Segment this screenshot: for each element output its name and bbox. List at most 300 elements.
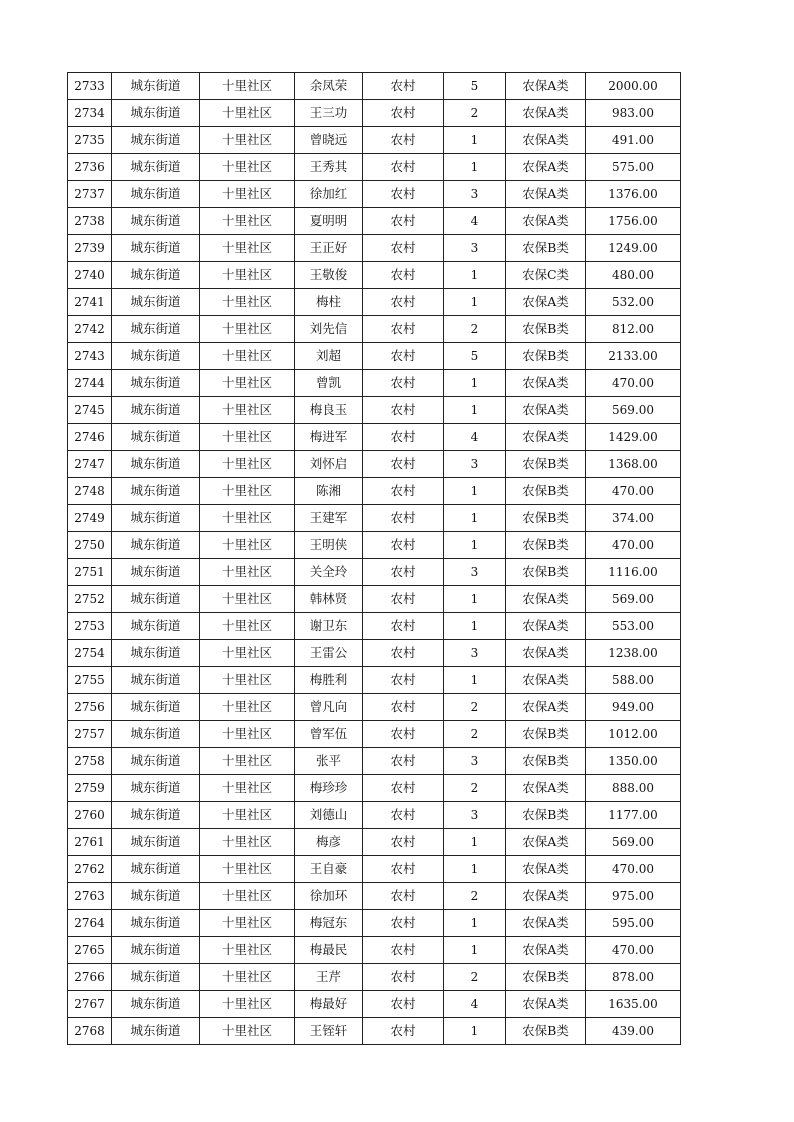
insurance-category-cell: 农保A类 bbox=[506, 397, 586, 424]
area-type-cell: 农村 bbox=[363, 829, 444, 856]
person-name-cell: 梅最好 bbox=[295, 991, 363, 1018]
insurance-category-cell: 农保A类 bbox=[506, 289, 586, 316]
street-cell: 城东街道 bbox=[112, 937, 200, 964]
insurance-category-cell: 农保A类 bbox=[506, 127, 586, 154]
table-row bbox=[68, 127, 681, 154]
community-cell: 十里社区 bbox=[200, 532, 295, 559]
person-name-cell: 曾凯 bbox=[295, 370, 363, 397]
community-cell: 十里社区 bbox=[200, 397, 295, 424]
amount-cell: 491.00 bbox=[586, 127, 681, 154]
street-cell: 城东街道 bbox=[112, 856, 200, 883]
area-type-cell: 农村 bbox=[363, 802, 444, 829]
amount-cell: 532.00 bbox=[586, 289, 681, 316]
row-index-cell: 2741 bbox=[68, 289, 112, 316]
community-cell: 十里社区 bbox=[200, 370, 295, 397]
person-name-cell: 夏明明 bbox=[295, 208, 363, 235]
household-size-cell: 3 bbox=[444, 559, 506, 586]
household-size-cell: 2 bbox=[444, 316, 506, 343]
amount-cell: 1012.00 bbox=[586, 721, 681, 748]
street-cell: 城东街道 bbox=[112, 478, 200, 505]
area-type-cell: 农村 bbox=[363, 748, 444, 775]
amount-cell: 1249.00 bbox=[586, 235, 681, 262]
person-name-cell: 余凤荣 bbox=[295, 73, 363, 100]
household-size-cell: 1 bbox=[444, 856, 506, 883]
street-cell: 城东街道 bbox=[112, 721, 200, 748]
amount-cell: 1350.00 bbox=[586, 748, 681, 775]
amount-cell: 374.00 bbox=[586, 505, 681, 532]
person-name-cell: 王铚轩 bbox=[295, 1018, 363, 1045]
insurance-category-cell: 农保A类 bbox=[506, 937, 586, 964]
person-name-cell: 曾凡向 bbox=[295, 694, 363, 721]
row-index-cell: 2754 bbox=[68, 640, 112, 667]
person-name-cell: 梅彦 bbox=[295, 829, 363, 856]
community-cell: 十里社区 bbox=[200, 721, 295, 748]
row-index-cell: 2738 bbox=[68, 208, 112, 235]
area-type-cell: 农村 bbox=[363, 397, 444, 424]
person-name-cell: 王自豪 bbox=[295, 856, 363, 883]
household-size-cell: 3 bbox=[444, 235, 506, 262]
community-cell: 十里社区 bbox=[200, 559, 295, 586]
person-name-cell: 刘德山 bbox=[295, 802, 363, 829]
household-size-cell: 2 bbox=[444, 775, 506, 802]
community-cell: 十里社区 bbox=[200, 343, 295, 370]
table-row bbox=[68, 802, 681, 829]
street-cell: 城东街道 bbox=[112, 262, 200, 289]
community-cell: 十里社区 bbox=[200, 694, 295, 721]
table-row bbox=[68, 505, 681, 532]
community-cell: 十里社区 bbox=[200, 154, 295, 181]
person-name-cell: 王正好 bbox=[295, 235, 363, 262]
insurance-category-cell: 农保B类 bbox=[506, 532, 586, 559]
area-type-cell: 农村 bbox=[363, 208, 444, 235]
insurance-category-cell: 农保B类 bbox=[506, 1018, 586, 1045]
area-type-cell: 农村 bbox=[363, 181, 444, 208]
street-cell: 城东街道 bbox=[112, 964, 200, 991]
insurance-category-cell: 农保B类 bbox=[506, 802, 586, 829]
area-type-cell: 农村 bbox=[363, 262, 444, 289]
community-cell: 十里社区 bbox=[200, 478, 295, 505]
street-cell: 城东街道 bbox=[112, 991, 200, 1018]
table-row bbox=[68, 532, 681, 559]
community-cell: 十里社区 bbox=[200, 181, 295, 208]
amount-cell: 569.00 bbox=[586, 586, 681, 613]
area-type-cell: 农村 bbox=[363, 694, 444, 721]
row-index-cell: 2755 bbox=[68, 667, 112, 694]
row-index-cell: 2759 bbox=[68, 775, 112, 802]
person-name-cell: 刘怀启 bbox=[295, 451, 363, 478]
row-index-cell: 2760 bbox=[68, 802, 112, 829]
amount-cell: 480.00 bbox=[586, 262, 681, 289]
street-cell: 城东街道 bbox=[112, 343, 200, 370]
household-size-cell: 4 bbox=[444, 991, 506, 1018]
community-cell: 十里社区 bbox=[200, 667, 295, 694]
area-type-cell: 农村 bbox=[363, 613, 444, 640]
household-size-cell: 1 bbox=[444, 478, 506, 505]
person-name-cell: 梅进军 bbox=[295, 424, 363, 451]
table-row bbox=[68, 316, 681, 343]
area-type-cell: 农村 bbox=[363, 721, 444, 748]
insurance-category-cell: 农保A类 bbox=[506, 829, 586, 856]
area-type-cell: 农村 bbox=[363, 964, 444, 991]
area-type-cell: 农村 bbox=[363, 667, 444, 694]
table-row bbox=[68, 910, 681, 937]
amount-cell: 1429.00 bbox=[586, 424, 681, 451]
street-cell: 城东街道 bbox=[112, 775, 200, 802]
person-name-cell: 王明侠 bbox=[295, 532, 363, 559]
amount-cell: 1116.00 bbox=[586, 559, 681, 586]
area-type-cell: 农村 bbox=[363, 1018, 444, 1045]
insurance-category-cell: 农保B类 bbox=[506, 748, 586, 775]
street-cell: 城东街道 bbox=[112, 829, 200, 856]
household-size-cell: 4 bbox=[444, 208, 506, 235]
household-size-cell: 3 bbox=[444, 451, 506, 478]
amount-cell: 575.00 bbox=[586, 154, 681, 181]
street-cell: 城东街道 bbox=[112, 73, 200, 100]
row-index-cell: 2751 bbox=[68, 559, 112, 586]
table-row bbox=[68, 775, 681, 802]
person-name-cell: 刘超 bbox=[295, 343, 363, 370]
household-size-cell: 4 bbox=[444, 424, 506, 451]
street-cell: 城东街道 bbox=[112, 154, 200, 181]
community-cell: 十里社区 bbox=[200, 829, 295, 856]
area-type-cell: 农村 bbox=[363, 991, 444, 1018]
household-size-cell: 1 bbox=[444, 127, 506, 154]
row-index-cell: 2750 bbox=[68, 532, 112, 559]
community-cell: 十里社区 bbox=[200, 505, 295, 532]
household-size-cell: 1 bbox=[444, 613, 506, 640]
row-index-cell: 2753 bbox=[68, 613, 112, 640]
community-cell: 十里社区 bbox=[200, 910, 295, 937]
street-cell: 城东街道 bbox=[112, 802, 200, 829]
area-type-cell: 农村 bbox=[363, 586, 444, 613]
row-index-cell: 2745 bbox=[68, 397, 112, 424]
insurance-category-cell: 农保A类 bbox=[506, 991, 586, 1018]
amount-cell: 470.00 bbox=[586, 478, 681, 505]
community-cell: 十里社区 bbox=[200, 208, 295, 235]
community-cell: 十里社区 bbox=[200, 883, 295, 910]
row-index-cell: 2733 bbox=[68, 73, 112, 100]
table-row bbox=[68, 181, 681, 208]
person-name-cell: 梅柱 bbox=[295, 289, 363, 316]
insurance-category-cell: 农保B类 bbox=[506, 721, 586, 748]
household-size-cell: 1 bbox=[444, 586, 506, 613]
street-cell: 城东街道 bbox=[112, 910, 200, 937]
amount-cell: 812.00 bbox=[586, 316, 681, 343]
table-row bbox=[68, 721, 681, 748]
insurance-category-cell: 农保A类 bbox=[506, 73, 586, 100]
household-size-cell: 5 bbox=[444, 343, 506, 370]
area-type-cell: 农村 bbox=[363, 856, 444, 883]
household-size-cell: 1 bbox=[444, 262, 506, 289]
street-cell: 城东街道 bbox=[112, 883, 200, 910]
area-type-cell: 农村 bbox=[363, 127, 444, 154]
row-index-cell: 2744 bbox=[68, 370, 112, 397]
table-row bbox=[68, 991, 681, 1018]
table-row bbox=[68, 964, 681, 991]
area-type-cell: 农村 bbox=[363, 478, 444, 505]
area-type-cell: 农村 bbox=[363, 883, 444, 910]
community-cell: 十里社区 bbox=[200, 991, 295, 1018]
street-cell: 城东街道 bbox=[112, 100, 200, 127]
street-cell: 城东街道 bbox=[112, 208, 200, 235]
household-size-cell: 2 bbox=[444, 100, 506, 127]
table-body bbox=[68, 73, 681, 1045]
person-name-cell: 梅良玉 bbox=[295, 397, 363, 424]
household-size-cell: 3 bbox=[444, 181, 506, 208]
amount-cell: 569.00 bbox=[586, 829, 681, 856]
street-cell: 城东街道 bbox=[112, 748, 200, 775]
street-cell: 城东街道 bbox=[112, 640, 200, 667]
insurance-category-cell: 农保B类 bbox=[506, 235, 586, 262]
row-index-cell: 2767 bbox=[68, 991, 112, 1018]
row-index-cell: 2762 bbox=[68, 856, 112, 883]
amount-cell: 1756.00 bbox=[586, 208, 681, 235]
amount-cell: 2000.00 bbox=[586, 73, 681, 100]
row-index-cell: 2734 bbox=[68, 100, 112, 127]
insurance-category-cell: 农保B类 bbox=[506, 505, 586, 532]
street-cell: 城东街道 bbox=[112, 127, 200, 154]
amount-cell: 1238.00 bbox=[586, 640, 681, 667]
community-cell: 十里社区 bbox=[200, 613, 295, 640]
table-row bbox=[68, 694, 681, 721]
row-index-cell: 2756 bbox=[68, 694, 112, 721]
area-type-cell: 农村 bbox=[363, 505, 444, 532]
person-name-cell: 曾军伍 bbox=[295, 721, 363, 748]
area-type-cell: 农村 bbox=[363, 559, 444, 586]
street-cell: 城东街道 bbox=[112, 532, 200, 559]
insurance-category-cell: 农保A类 bbox=[506, 208, 586, 235]
row-index-cell: 2758 bbox=[68, 748, 112, 775]
row-index-cell: 2737 bbox=[68, 181, 112, 208]
amount-cell: 1177.00 bbox=[586, 802, 681, 829]
community-cell: 十里社区 bbox=[200, 100, 295, 127]
amount-cell: 588.00 bbox=[586, 667, 681, 694]
person-name-cell: 韩林贤 bbox=[295, 586, 363, 613]
area-type-cell: 农村 bbox=[363, 370, 444, 397]
insurance-category-cell: 农保A类 bbox=[506, 154, 586, 181]
household-size-cell: 1 bbox=[444, 154, 506, 181]
community-cell: 十里社区 bbox=[200, 937, 295, 964]
household-size-cell: 2 bbox=[444, 883, 506, 910]
person-name-cell: 梅珍珍 bbox=[295, 775, 363, 802]
table-row bbox=[68, 748, 681, 775]
street-cell: 城东街道 bbox=[112, 424, 200, 451]
area-type-cell: 农村 bbox=[363, 316, 444, 343]
amount-cell: 949.00 bbox=[586, 694, 681, 721]
table-row bbox=[68, 856, 681, 883]
row-index-cell: 2742 bbox=[68, 316, 112, 343]
street-cell: 城东街道 bbox=[112, 181, 200, 208]
community-cell: 十里社区 bbox=[200, 775, 295, 802]
row-index-cell: 2763 bbox=[68, 883, 112, 910]
community-cell: 十里社区 bbox=[200, 262, 295, 289]
amount-cell: 1635.00 bbox=[586, 991, 681, 1018]
household-size-cell: 1 bbox=[444, 289, 506, 316]
street-cell: 城东街道 bbox=[112, 289, 200, 316]
area-type-cell: 农村 bbox=[363, 451, 444, 478]
person-name-cell: 张平 bbox=[295, 748, 363, 775]
person-name-cell: 王雷公 bbox=[295, 640, 363, 667]
table-row bbox=[68, 640, 681, 667]
table-row bbox=[68, 667, 681, 694]
row-index-cell: 2749 bbox=[68, 505, 112, 532]
street-cell: 城东街道 bbox=[112, 1018, 200, 1045]
row-index-cell: 2740 bbox=[68, 262, 112, 289]
amount-cell: 595.00 bbox=[586, 910, 681, 937]
household-size-cell: 2 bbox=[444, 694, 506, 721]
community-cell: 十里社区 bbox=[200, 964, 295, 991]
insurance-category-cell: 农保A类 bbox=[506, 100, 586, 127]
area-type-cell: 农村 bbox=[363, 73, 444, 100]
row-index-cell: 2746 bbox=[68, 424, 112, 451]
community-cell: 十里社区 bbox=[200, 424, 295, 451]
table-row bbox=[68, 397, 681, 424]
household-size-cell: 1 bbox=[444, 1018, 506, 1045]
table-row bbox=[68, 370, 681, 397]
person-name-cell: 王芹 bbox=[295, 964, 363, 991]
street-cell: 城东街道 bbox=[112, 667, 200, 694]
insurance-category-cell: 农保A类 bbox=[506, 370, 586, 397]
person-name-cell: 刘先信 bbox=[295, 316, 363, 343]
insurance-category-cell: 农保A类 bbox=[506, 586, 586, 613]
amount-cell: 470.00 bbox=[586, 532, 681, 559]
table-row bbox=[68, 883, 681, 910]
table-row bbox=[68, 100, 681, 127]
household-size-cell: 1 bbox=[444, 910, 506, 937]
area-type-cell: 农村 bbox=[363, 235, 444, 262]
amount-cell: 1368.00 bbox=[586, 451, 681, 478]
insurance-category-cell: 农保A类 bbox=[506, 640, 586, 667]
community-cell: 十里社区 bbox=[200, 802, 295, 829]
amount-cell: 470.00 bbox=[586, 856, 681, 883]
table-row bbox=[68, 289, 681, 316]
person-name-cell: 徐加红 bbox=[295, 181, 363, 208]
data-table bbox=[67, 72, 681, 1045]
area-type-cell: 农村 bbox=[363, 100, 444, 127]
row-index-cell: 2766 bbox=[68, 964, 112, 991]
table-row bbox=[68, 73, 681, 100]
community-cell: 十里社区 bbox=[200, 127, 295, 154]
person-name-cell: 关全玲 bbox=[295, 559, 363, 586]
table-row bbox=[68, 235, 681, 262]
table-row bbox=[68, 559, 681, 586]
street-cell: 城东街道 bbox=[112, 316, 200, 343]
amount-cell: 569.00 bbox=[586, 397, 681, 424]
row-index-cell: 2765 bbox=[68, 937, 112, 964]
row-index-cell: 2748 bbox=[68, 478, 112, 505]
amount-cell: 878.00 bbox=[586, 964, 681, 991]
insurance-category-cell: 农保A类 bbox=[506, 856, 586, 883]
street-cell: 城东街道 bbox=[112, 559, 200, 586]
table-row bbox=[68, 937, 681, 964]
person-name-cell: 王建军 bbox=[295, 505, 363, 532]
row-index-cell: 2768 bbox=[68, 1018, 112, 1045]
amount-cell: 2133.00 bbox=[586, 343, 681, 370]
table-row bbox=[68, 208, 681, 235]
person-name-cell: 陈湘 bbox=[295, 478, 363, 505]
insurance-category-cell: 农保A类 bbox=[506, 181, 586, 208]
household-size-cell: 3 bbox=[444, 748, 506, 775]
community-cell: 十里社区 bbox=[200, 316, 295, 343]
household-size-cell: 1 bbox=[444, 370, 506, 397]
amount-cell: 1376.00 bbox=[586, 181, 681, 208]
table-row bbox=[68, 829, 681, 856]
community-cell: 十里社区 bbox=[200, 640, 295, 667]
person-name-cell: 王三功 bbox=[295, 100, 363, 127]
household-size-cell: 1 bbox=[444, 397, 506, 424]
insurance-category-cell: 农保B类 bbox=[506, 478, 586, 505]
person-name-cell: 王敬俊 bbox=[295, 262, 363, 289]
amount-cell: 983.00 bbox=[586, 100, 681, 127]
row-index-cell: 2735 bbox=[68, 127, 112, 154]
person-name-cell: 梅胜利 bbox=[295, 667, 363, 694]
insurance-category-cell: 农保B类 bbox=[506, 964, 586, 991]
area-type-cell: 农村 bbox=[363, 775, 444, 802]
insurance-category-cell: 农保A类 bbox=[506, 667, 586, 694]
amount-cell: 470.00 bbox=[586, 370, 681, 397]
community-cell: 十里社区 bbox=[200, 748, 295, 775]
person-name-cell: 王秀其 bbox=[295, 154, 363, 181]
person-name-cell: 梅冠东 bbox=[295, 910, 363, 937]
row-index-cell: 2739 bbox=[68, 235, 112, 262]
insurance-category-cell: 农保A类 bbox=[506, 424, 586, 451]
household-size-cell: 1 bbox=[444, 829, 506, 856]
street-cell: 城东街道 bbox=[112, 694, 200, 721]
area-type-cell: 农村 bbox=[363, 424, 444, 451]
person-name-cell: 谢卫东 bbox=[295, 613, 363, 640]
table-row bbox=[68, 343, 681, 370]
insurance-category-cell: 农保A类 bbox=[506, 613, 586, 640]
community-cell: 十里社区 bbox=[200, 235, 295, 262]
table-row bbox=[68, 1018, 681, 1045]
insurance-category-cell: 农保B类 bbox=[506, 559, 586, 586]
household-size-cell: 1 bbox=[444, 667, 506, 694]
insurance-category-cell: 农保A类 bbox=[506, 883, 586, 910]
street-cell: 城东街道 bbox=[112, 370, 200, 397]
street-cell: 城东街道 bbox=[112, 613, 200, 640]
amount-cell: 439.00 bbox=[586, 1018, 681, 1045]
row-index-cell: 2764 bbox=[68, 910, 112, 937]
table-row bbox=[68, 613, 681, 640]
street-cell: 城东街道 bbox=[112, 505, 200, 532]
household-size-cell: 1 bbox=[444, 532, 506, 559]
community-cell: 十里社区 bbox=[200, 856, 295, 883]
household-size-cell: 2 bbox=[444, 964, 506, 991]
table-row bbox=[68, 424, 681, 451]
household-size-cell: 3 bbox=[444, 640, 506, 667]
insurance-category-cell: 农保B类 bbox=[506, 451, 586, 478]
area-type-cell: 农村 bbox=[363, 532, 444, 559]
insurance-category-cell: 农保A类 bbox=[506, 775, 586, 802]
insurance-category-cell: 农保A类 bbox=[506, 694, 586, 721]
household-size-cell: 3 bbox=[444, 802, 506, 829]
community-cell: 十里社区 bbox=[200, 586, 295, 613]
household-size-cell: 1 bbox=[444, 937, 506, 964]
person-name-cell: 梅最民 bbox=[295, 937, 363, 964]
area-type-cell: 农村 bbox=[363, 640, 444, 667]
amount-cell: 975.00 bbox=[586, 883, 681, 910]
person-name-cell: 曾晓远 bbox=[295, 127, 363, 154]
insurance-category-cell: 农保B类 bbox=[506, 343, 586, 370]
area-type-cell: 农村 bbox=[363, 910, 444, 937]
household-size-cell: 2 bbox=[444, 721, 506, 748]
area-type-cell: 农村 bbox=[363, 343, 444, 370]
insurance-category-cell: 农保B类 bbox=[506, 316, 586, 343]
household-size-cell: 1 bbox=[444, 505, 506, 532]
community-cell: 十里社区 bbox=[200, 73, 295, 100]
amount-cell: 888.00 bbox=[586, 775, 681, 802]
row-index-cell: 2747 bbox=[68, 451, 112, 478]
